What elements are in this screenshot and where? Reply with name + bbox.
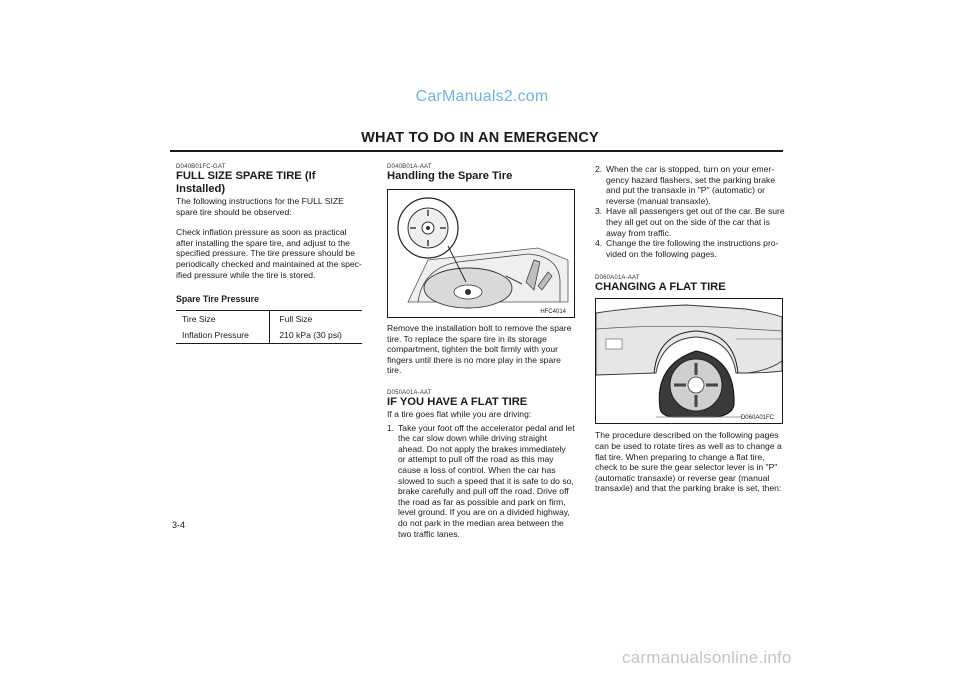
watermark-top[interactable]: CarManuals2.com	[415, 88, 549, 105]
section-code: D050A01A-AAT	[387, 389, 432, 396]
section-title: Handling the Spare Tire	[387, 170, 513, 182]
left-column	[176, 164, 362, 344]
table-row	[176, 311, 362, 328]
list-item	[595, 238, 786, 259]
section-body	[595, 430, 786, 494]
paragraph: If a tire goes flat while you are driving:	[387, 408, 532, 419]
subheading: Spare Tire Pressure	[176, 294, 259, 305]
section-header: WHAT TO DO IN AN EMERGENCY	[361, 130, 599, 146]
spare-tire-illustration	[388, 190, 574, 317]
watermark-bottom[interactable]: carmanualsonline.info	[622, 648, 792, 667]
right-column	[595, 164, 786, 494]
table-row	[176, 327, 362, 344]
page-number: 3-4	[172, 520, 186, 530]
paragraph: The procedure described on the following pages can be used to rotate tires as well as to change a flat tire. When preparing to change a flat tire, check to be sure the gear selector lever is in "P" (automatic transaxle) or reverse gear (manual transaxle) and that the parking brake is set, then:	[595, 430, 782, 494]
section-title: FULL SIZE SPARE TIRE (If Installed)	[176, 170, 316, 195]
step-number: 4.	[595, 238, 603, 249]
table-cell-label: Tire Size	[176, 311, 270, 328]
flat-tire-figure	[595, 298, 783, 424]
table-cell-value: 210 kPa (30 psi)	[270, 327, 362, 344]
list-item	[387, 423, 575, 540]
middle-column	[387, 164, 575, 539]
paragraph: The following instructions for the FULL SIZE spare tire should be observed:	[176, 196, 344, 217]
list-item	[595, 164, 786, 206]
step-number: 1.	[387, 422, 395, 433]
steps-list	[595, 164, 786, 259]
paragraph: Remove the installation bolt to remove the spare tire. To replace the spare tire in its storage compartment, tighten the bolt firmly with your fingers until there is no more play in the spare tire.	[387, 323, 572, 376]
section-code: D060A01A-AAT	[595, 275, 640, 282]
step-text: Take your foot off the accelerator pedal and let the car slow down while driving straight ahead. Do not apply the brakes immediately or attempt to pull off the road as this may cause a loss of control. When the car has slowed to such a speed that it is safe to do so, brake carefully and pull off the road. Drive off the road as far as possible and park on firm, level ground. If you are on a divided highway, do not park in the median area between the two traffic lanes.	[398, 422, 575, 539]
step-number: 2.	[595, 164, 603, 174]
spare-tire-figure	[387, 189, 575, 318]
table-cell-value: Full Size	[270, 311, 362, 328]
section-body	[176, 196, 362, 280]
figure-code: D060A01FC	[740, 415, 774, 422]
list-item	[595, 206, 786, 238]
step-text: Change the tire following the instructions pro-vided on the following pages.	[606, 238, 779, 259]
section-body	[595, 164, 786, 259]
spare-tire-pressure-table	[176, 310, 362, 344]
paragraph: Check inflation pressure as soon as practical after installing the spare tire, and adjust to the specified pressure. The tire pressure should be periodically checked and maintained at the spec-ified pressure while the tire is stored.	[176, 227, 362, 280]
section-code: D040B01FC-GAT	[176, 164, 226, 170]
step-text: Have all passengers get out of the car. Be sure they all get out on the side of the car that is away from traffic.	[606, 206, 785, 238]
flat-tire-illustration	[596, 299, 782, 423]
section-title: IF YOU HAVE A FLAT TIRE	[387, 395, 528, 408]
step-number: 3.	[595, 206, 603, 217]
table-cell-label: Inflation Pressure	[176, 327, 270, 344]
section-code: D040B01A-AAT	[387, 164, 432, 170]
section-title: CHANGING A FLAT TIRE	[595, 281, 726, 294]
step-text: When the car is stopped, turn on your emer-gency hazard flashers, set the parking brake and put the transaxle in "P" (automatic) or reverse (manual transaxle).	[606, 164, 776, 206]
section-body	[387, 409, 575, 539]
section-body	[387, 323, 575, 376]
figure-code: HFC4014	[540, 309, 566, 315]
steps-list	[387, 423, 575, 540]
header-rule	[170, 150, 783, 152]
